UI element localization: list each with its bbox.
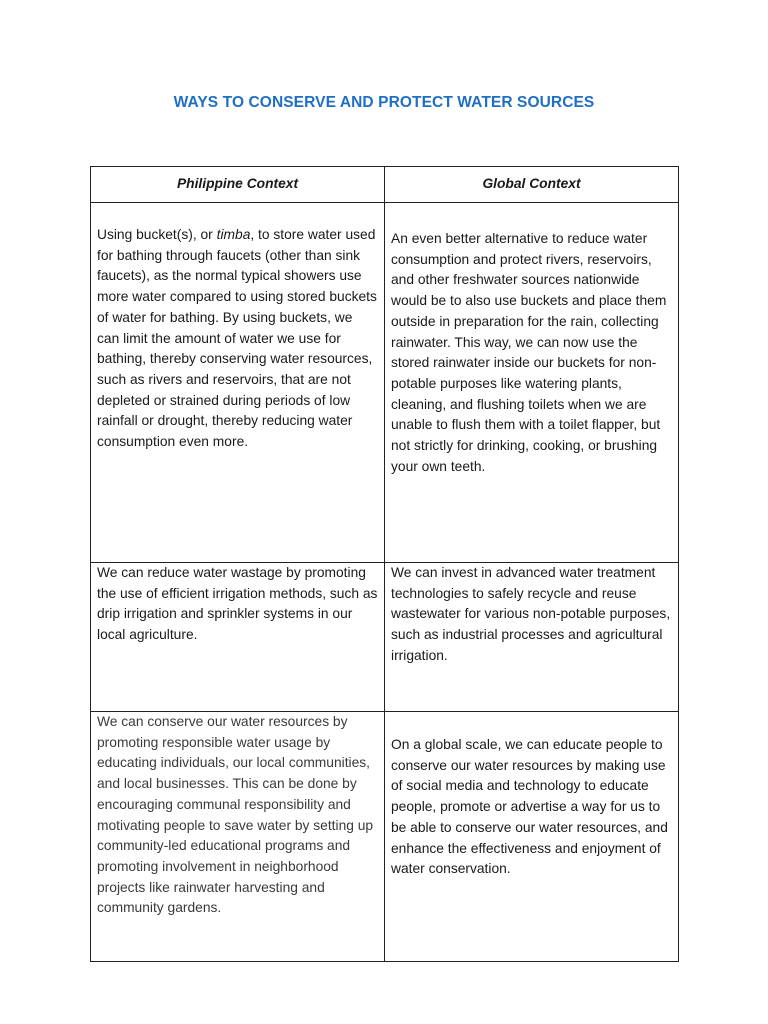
header-philippine-context: Philippine Context bbox=[91, 167, 385, 203]
table-row bbox=[91, 563, 679, 712]
cell-text-italic: timba bbox=[216, 227, 251, 242]
cell-text bbox=[97, 225, 378, 453]
global-cell bbox=[385, 712, 679, 962]
global-cell bbox=[385, 203, 679, 563]
table-row bbox=[91, 203, 679, 563]
cell-text-part: , to store water used for bathing through faucets (other than sink faucets), as the normal typical showers use more water compared to using stored buckets of water for bathing. By using buckets, we can limit the amount of water we use for bathing, thereby conserving water resources, such as rivers and reservoirs, that are not depleted or strained during periods of low rainfall or drought, thereby reducing water consumption even more. bbox=[97, 227, 377, 450]
cell-text: We can invest in advanced water treatment technologies to safely recycle and reuse wastewater for various non-potable purposes, such as industrial processes and agricultural irrigation. bbox=[391, 565, 671, 663]
document-title: WAYS TO CONSERVE AND PROTECT WATER SOURCES bbox=[173, 94, 595, 111]
cell-text-part: Using bucket(s), or bbox=[97, 227, 217, 242]
table-header-row bbox=[91, 167, 679, 203]
cell-text: An even better alternative to reduce water consumption and protect rivers, reservoirs, and other freshwater sources nationwide would be to also use buckets and place them outside in preparation for the rain, collecting rainwater. This way, we can now use the stored rainwater inside our buckets for non-potable purposes like watering plants, cleaning, and flushing toilets when we are unable to flush them with a toilet flapper, but not strictly for drinking, cooking, or brushing your own teeth. bbox=[391, 231, 667, 474]
philippine-cell bbox=[91, 712, 385, 962]
cell-text: We can conserve our water resources by promoting responsible water usage by educating individuals, our local communities, and local businesses. This can be done by encouraging communal responsibility and motivating people to save water by setting up community-led educational programs and promoting involvement in neighborhood projects like rainwater harvesting and community gardens. bbox=[97, 714, 374, 916]
philippine-cell bbox=[91, 563, 385, 712]
comparison-table bbox=[90, 166, 679, 962]
philippine-cell bbox=[91, 203, 385, 563]
table-row bbox=[91, 712, 679, 962]
header-global-context: Global Context bbox=[385, 167, 679, 203]
cell-text: We can reduce water wastage by promoting the use of efficient irrigation methods, such as drip irrigation and sprinkler systems in our local agriculture. bbox=[97, 565, 378, 643]
global-cell bbox=[385, 563, 679, 712]
cell-text: On a global scale, we can educate people to conserve our water resources by making use of social media and technology to educate people, promote or advertise a way for us to be able to conserve our water resources, and enhance the effectiveness and enjoyment of water conservation. bbox=[391, 737, 668, 877]
